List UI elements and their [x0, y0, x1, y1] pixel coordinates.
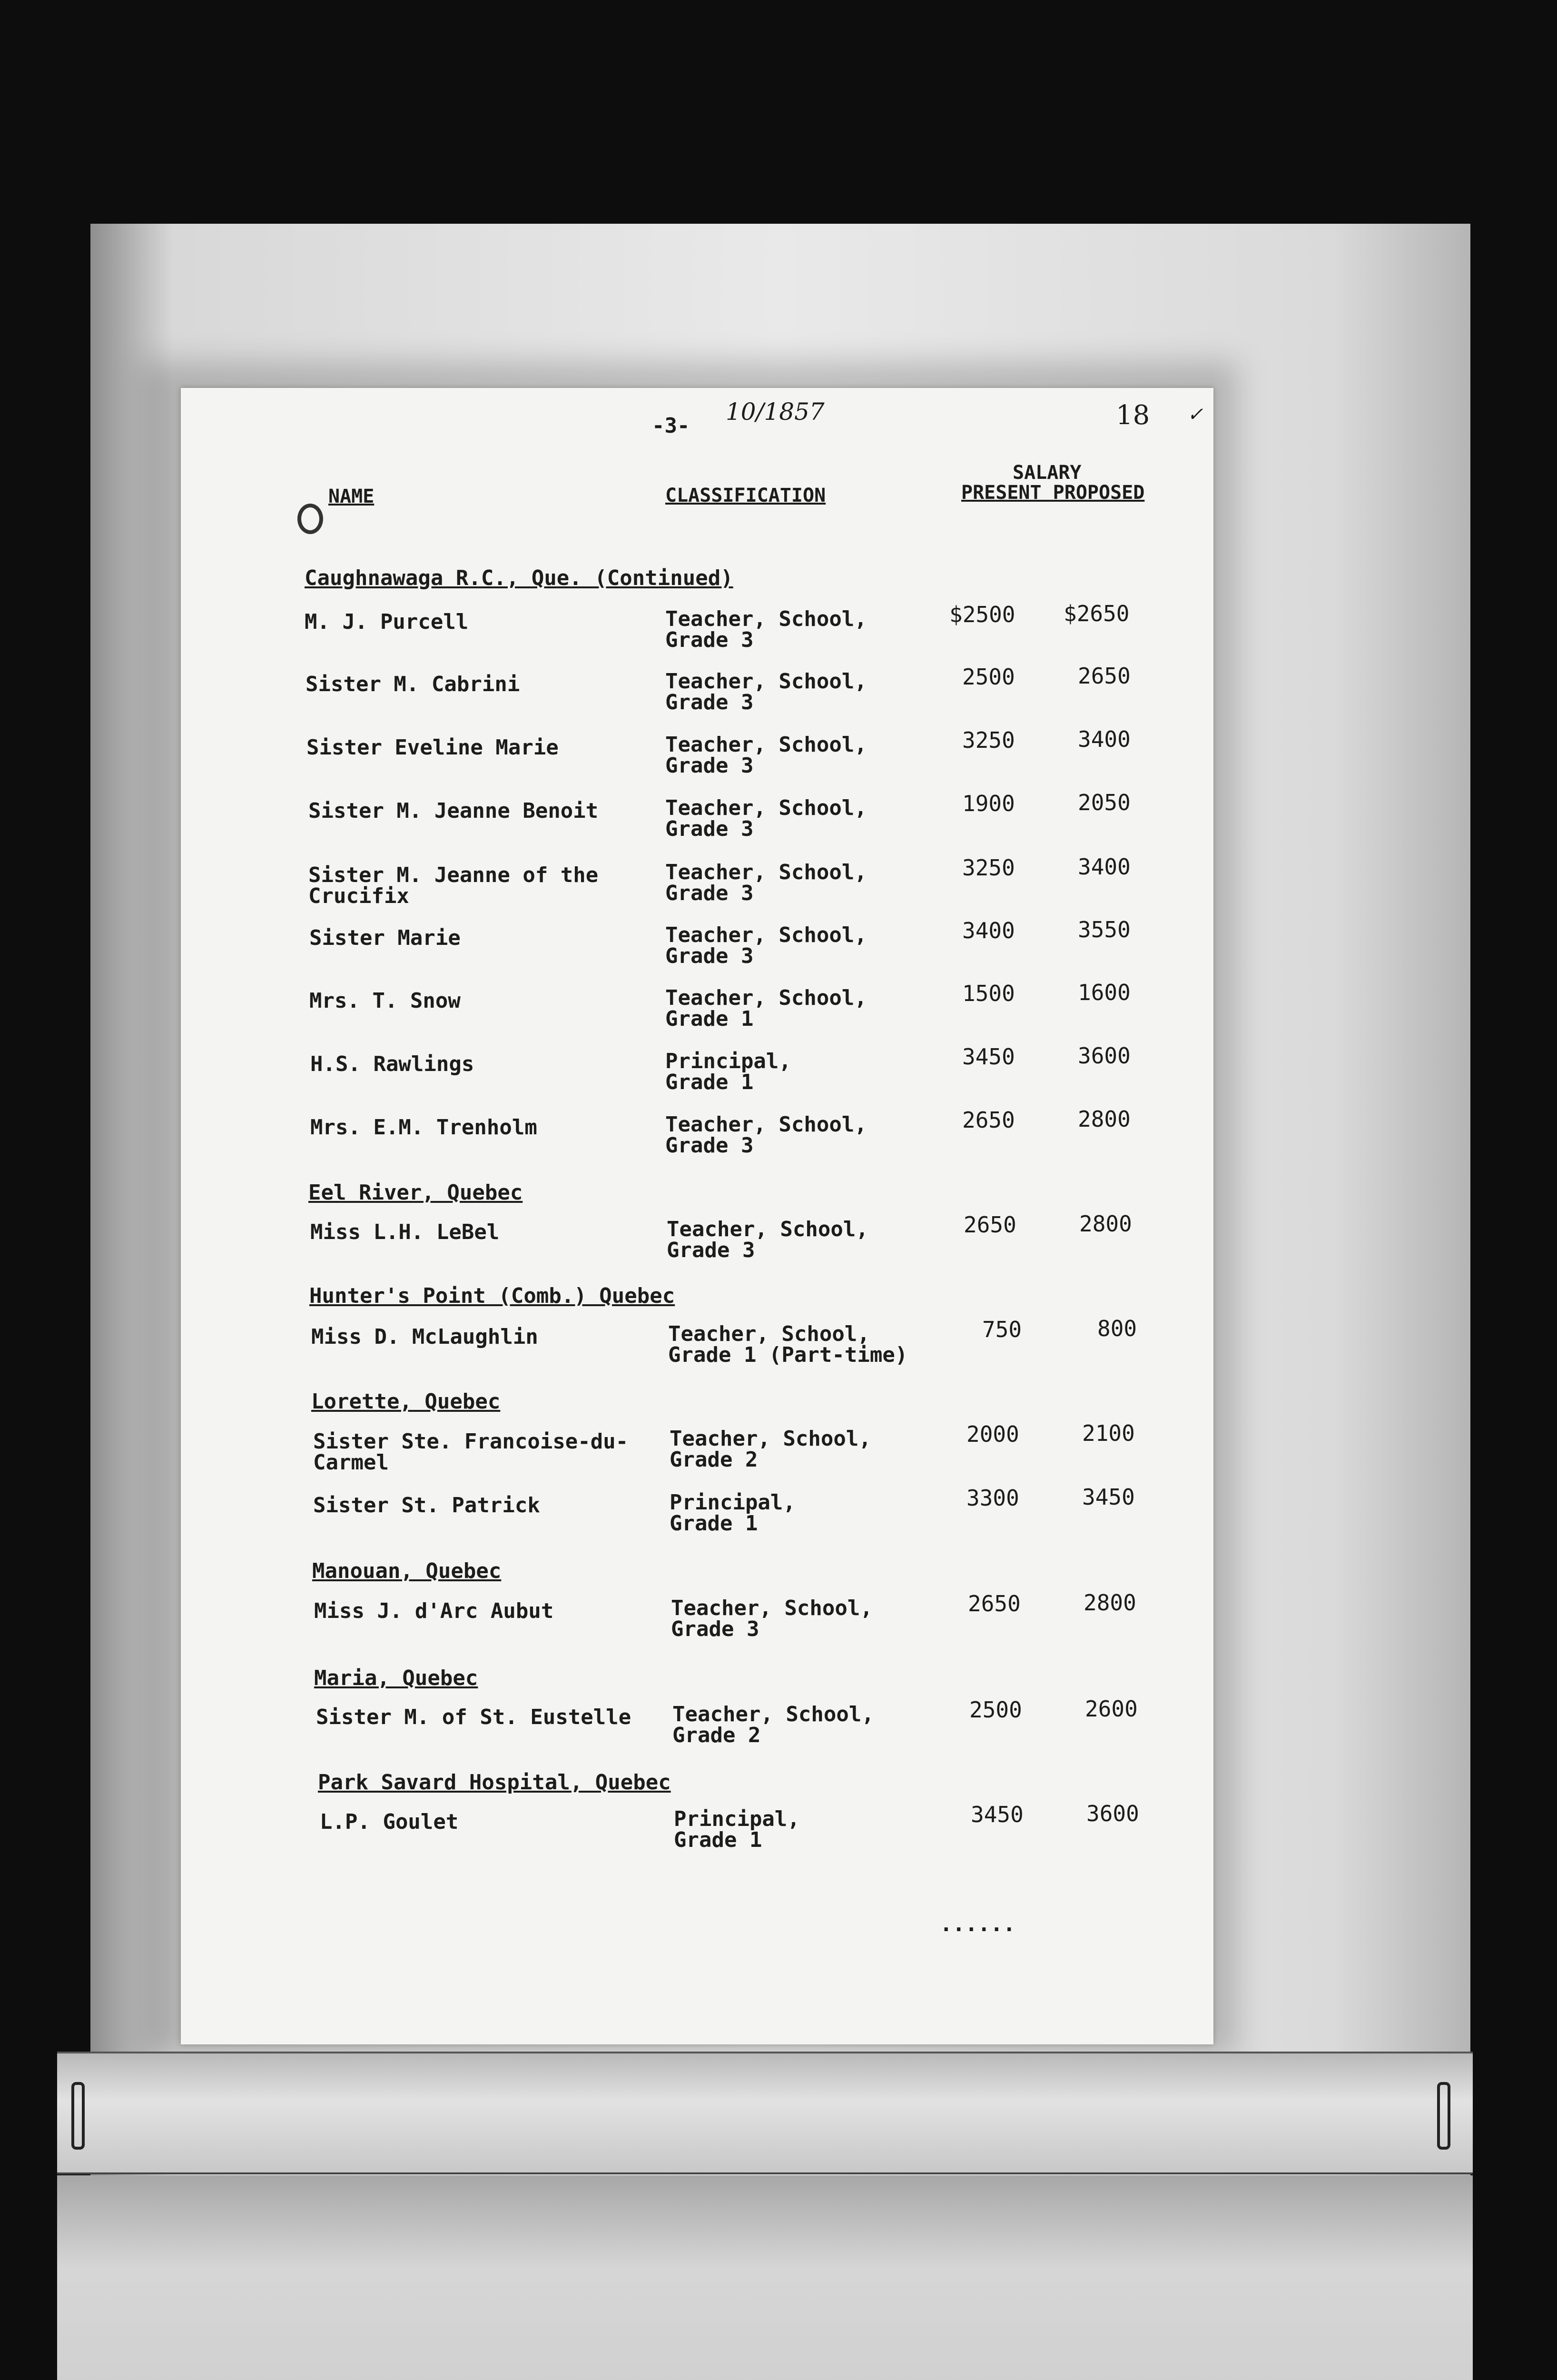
classification-text: Teacher, School, — [665, 796, 867, 820]
classification-text: Grade 3 — [671, 1617, 759, 1641]
salary-proposed: 3450 — [1082, 1484, 1135, 1510]
salary-present: 3450 — [962, 1044, 1015, 1070]
employee-name: Sister M. Jeanne of the — [308, 863, 599, 887]
classification-text: Grade 1 — [670, 1511, 758, 1536]
salary-present: 3300 — [966, 1485, 1019, 1511]
classification-text: Grade 1 (Part-time) — [668, 1343, 908, 1367]
classification-text: Teacher, School, — [665, 986, 867, 1010]
salary-present: 1500 — [962, 981, 1015, 1006]
salary-proposed: 2800 — [1084, 1590, 1136, 1616]
employee-name: Sister M. Jeanne Benoit — [308, 799, 599, 823]
section-title: Maria, Quebec — [314, 1666, 478, 1690]
classification-text: Teacher, School, — [670, 1427, 871, 1451]
salary-proposed: 2600 — [1085, 1696, 1138, 1722]
salary-proposed: 2800 — [1079, 1211, 1132, 1237]
classification-text: Grade 1 — [665, 1070, 754, 1094]
salary-present: 750 — [982, 1317, 1022, 1342]
salary-present: 3450 — [971, 1802, 1024, 1827]
header-present-proposed: PRESENT PROPOSED — [961, 482, 1145, 504]
salary-present: 3250 — [962, 727, 1015, 753]
salary-proposed: 2800 — [1078, 1106, 1131, 1132]
salary-present: $2500 — [949, 602, 1015, 627]
classification-text: Teacher, School, — [665, 860, 867, 884]
check-mark: ✓ — [1187, 404, 1203, 426]
employee-name: Miss L.H. LeBel — [310, 1220, 500, 1244]
salary-present: 3400 — [962, 918, 1015, 943]
section-title: Caughnawaga R.C., Que. (Continued) — [305, 566, 733, 590]
classification-text: Teacher, School, — [665, 733, 867, 757]
header-classification: CLASSIFICATION — [665, 485, 826, 506]
employee-name: Miss J. d'Arc Aubut — [314, 1599, 554, 1623]
salary-present: 2500 — [962, 664, 1015, 690]
clip-bar — [57, 2052, 1473, 2174]
continuation-dots: ...... — [940, 1912, 1015, 1936]
classification-text: Grade 1 — [665, 1007, 754, 1031]
lower-board — [57, 2175, 1473, 2380]
right-clip-icon — [1437, 2082, 1450, 2150]
salary-proposed: 3600 — [1078, 1043, 1131, 1069]
salary-proposed: 2650 — [1078, 663, 1131, 689]
employee-name: Mrs. E.M. Trenholm — [310, 1115, 537, 1140]
salary-proposed: 2050 — [1078, 790, 1131, 815]
classification-text: Grade 3 — [665, 628, 754, 652]
section-title: Lorette, Quebec — [311, 1389, 501, 1414]
section-title: Eel River, Quebec — [308, 1180, 523, 1205]
employee-name: Sister Marie — [309, 926, 461, 950]
classification-text: Principal, — [665, 1049, 791, 1073]
employee-name: Carmel — [313, 1450, 389, 1475]
employee-name: Mrs. T. Snow — [309, 989, 461, 1013]
salary-present: 2650 — [962, 1107, 1015, 1133]
salary-proposed: 3400 — [1078, 726, 1131, 752]
employee-name: Miss D. McLaughlin — [311, 1325, 538, 1349]
employee-name: Sister M. of St. Eustelle — [316, 1705, 631, 1729]
employee-name: Crucifix — [308, 884, 409, 908]
section-title: Hunter's Point (Comb.) Quebec — [309, 1284, 675, 1308]
classification-text: Grade 3 — [665, 690, 754, 714]
salary-proposed: 3600 — [1086, 1801, 1139, 1826]
salary-present: 2000 — [966, 1421, 1019, 1447]
salary-present: 2650 — [964, 1212, 1016, 1238]
salary-present: 2500 — [969, 1697, 1022, 1723]
classification-text: Teacher, School, — [671, 1596, 873, 1620]
classification-text: Principal, — [670, 1490, 796, 1515]
classification-text: Grade 3 — [665, 944, 754, 968]
salary-proposed: $2650 — [1064, 601, 1130, 626]
film-edge-marks — [1224, 0, 1557, 38]
employee-name: L.P. Goulet — [320, 1810, 459, 1834]
classification-text: Teacher, School, — [665, 607, 867, 631]
section-title: Manouan, Quebec — [312, 1559, 502, 1583]
salary-present: 2650 — [968, 1591, 1021, 1616]
punch-hole — [297, 504, 323, 534]
salary-proposed: 2100 — [1082, 1420, 1135, 1446]
employee-name: Sister Ste. Francoise-du- — [313, 1429, 629, 1454]
employee-name: M. J. Purcell — [305, 610, 469, 634]
classification-text: Teacher, School, — [672, 1702, 874, 1726]
classification-text: Principal, — [674, 1807, 800, 1831]
salary-proposed: 3400 — [1078, 854, 1131, 880]
salary-proposed: 800 — [1097, 1316, 1137, 1341]
section-title: Park Savard Hospital, Quebec — [318, 1770, 671, 1795]
page-number: 18 — [1116, 400, 1150, 431]
salary-present: 1900 — [962, 791, 1015, 816]
header-name: NAME — [328, 486, 374, 507]
classification-text: Grade 2 — [672, 1723, 761, 1747]
employee-name: Sister Eveline Marie — [306, 735, 559, 760]
classification-text: Grade 1 — [674, 1828, 762, 1852]
employee-name: Sister St. Patrick — [313, 1493, 540, 1517]
classification-text: Grade 3 — [665, 1133, 754, 1158]
salary-proposed: 3550 — [1078, 917, 1131, 942]
classification-text: Teacher, School, — [667, 1217, 868, 1241]
salary-proposed: 1600 — [1078, 980, 1131, 1005]
page-marker: -3- — [652, 414, 690, 438]
classification-text: Teacher, School, — [668, 1322, 870, 1346]
classification-text: Teacher, School, — [665, 923, 867, 947]
left-clip-icon — [71, 2082, 85, 2150]
handwritten-reference: 10/1857 — [726, 398, 825, 426]
classification-text: Grade 3 — [665, 754, 754, 778]
classification-text: Grade 3 — [665, 817, 754, 841]
salary-present: 3250 — [962, 855, 1015, 881]
header-salary: SALARY — [1013, 462, 1082, 484]
classification-text: Grade 3 — [667, 1238, 755, 1262]
employee-name: H.S. Rawlings — [310, 1052, 474, 1076]
employee-name: Sister M. Cabrini — [305, 672, 520, 696]
classification-text: Grade 2 — [670, 1448, 758, 1472]
classification-text: Teacher, School, — [665, 669, 867, 694]
classification-text: Teacher, School, — [665, 1112, 867, 1137]
classification-text: Grade 3 — [665, 881, 754, 905]
